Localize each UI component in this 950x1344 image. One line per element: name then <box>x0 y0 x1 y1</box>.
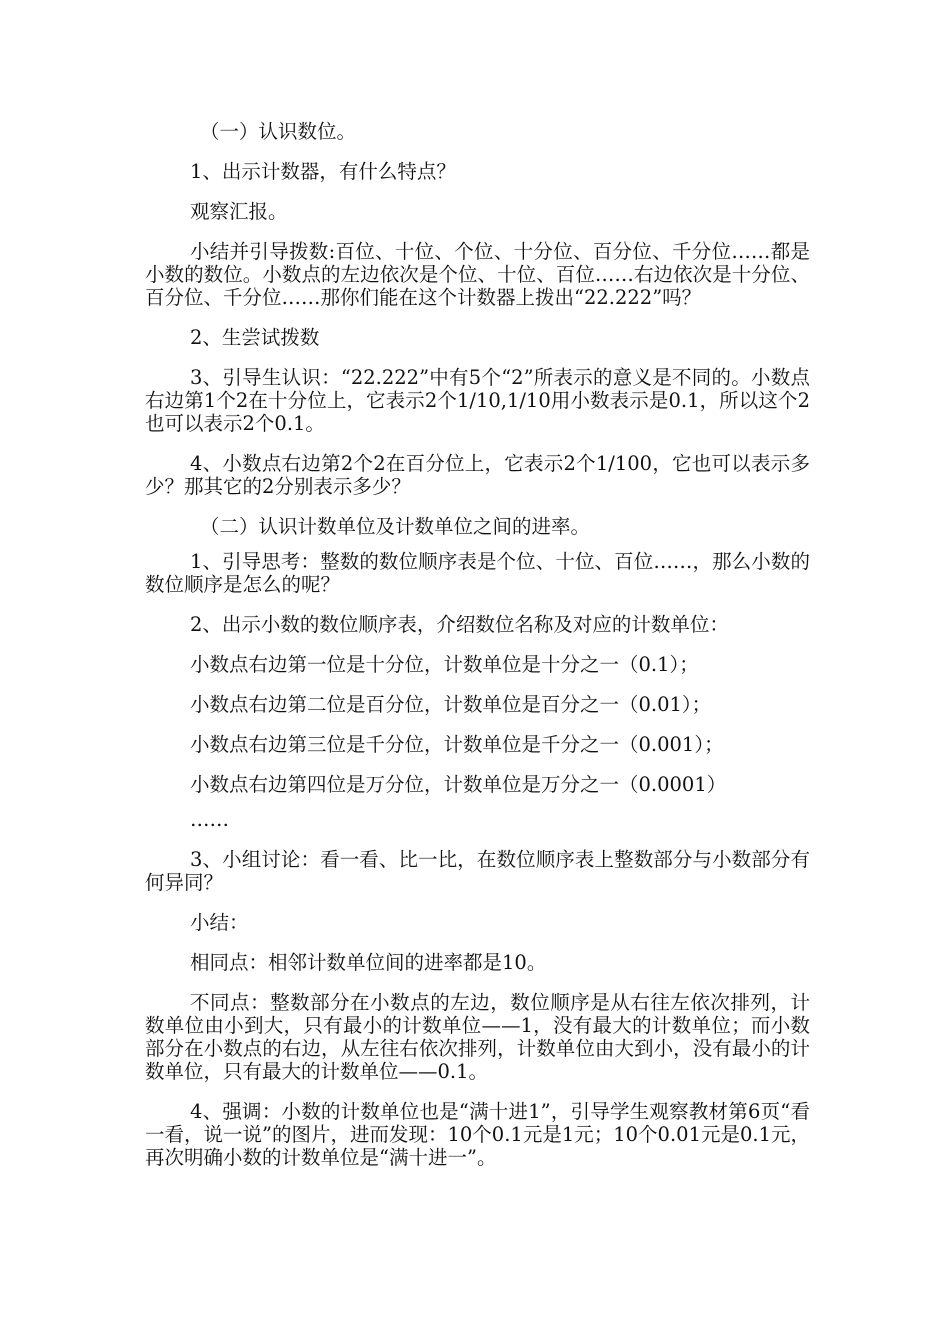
list-item-decimal-place-4: 小数点右边第四位是万分位，计数单位是万分之一（0.0001） <box>190 773 727 796</box>
list-item-decimal-place-2: 小数点右边第二位是百分位，计数单位是百分之一（0.01）； <box>190 693 712 716</box>
section-heading-1: （一）认识数位。 <box>200 120 357 143</box>
paragraph-2: 观察汇报。 <box>190 200 288 223</box>
paragraph-4: 2、生尝试拨数 <box>190 326 320 349</box>
paragraph-5: 3、引导生认识：“22.222”中有5个“2”所表示的意义是不同的。小数点右边第1个2在十分位上，它表示2个1/10,1/10用小数表示是0.1，所以这个2也可以表示2个0.1。 <box>145 366 810 435</box>
paragraph-8: 1、引导思考：整数的数位顺序表是个位、十位、百位……，那么小数的数位顺序是怎么的呢？ <box>145 550 810 596</box>
ellipsis-line: …… <box>190 808 229 831</box>
list-item-decimal-place-3: 小数点右边第三位是千分位，计数单位是千分之一（0.001）； <box>190 733 724 756</box>
list-item-decimal-place-1: 小数点右边第一位是十分位，计数单位是十分之一（0.1）； <box>190 653 699 676</box>
paragraph-16: 小结： <box>190 911 249 934</box>
paragraph-1: 1、出示计数器，有什么特点？ <box>190 160 456 183</box>
section-heading-2: （二）认识计数单位及计数单位之间的进率。 <box>200 515 591 538</box>
paragraph-17: 相同点：相邻计数单位间的进率都是10。 <box>190 951 547 974</box>
paragraph-6: 4、小数点右边第2个2在百分位上，它表示2个1/100，它也可以表示多少？那其它的2分别表示多少？ <box>145 452 810 498</box>
document-body <box>145 120 810 1186</box>
paragraph-15: 3、小组讨论：看一看、比一比，在数位顺序表上整数部分与小数部分有何异同？ <box>145 848 810 894</box>
paragraph-19: 4、强调：小数的计数单位也是“满十进1”，引导学生观察教材第6页“看一看，说一说”的图片，进而发现：10个0.1元是1元；10个0.01元是0.1元，再次明确小数的计数单位是“满十进一”。 <box>145 1100 810 1169</box>
paragraph-18: 不同点：整数部分在小数点的左边，数位顺序是从右往左依次排列，计数单位由小到大，只有最小的计数单位——1，没有最大的计数单位；而小数部分在小数点的右边，从左往右依次排列，计数单位由大到小，没有最小的计数单位，只有最大的计数单位——0.1。 <box>145 991 810 1083</box>
paragraph-3: 小结并引导拨数:百位、十位、个位、十分位、百分位、千分位……都是小数的数位。小数点的左边依次是个位、十位、百位……右边依次是十分位、百分位、千分位……那你们能在这个计数器上拨出“22.222”吗？ <box>145 240 810 309</box>
paragraph-9: 2、出示小数的数位顺序表，介绍数位名称及对应的计数单位： <box>190 613 729 636</box>
